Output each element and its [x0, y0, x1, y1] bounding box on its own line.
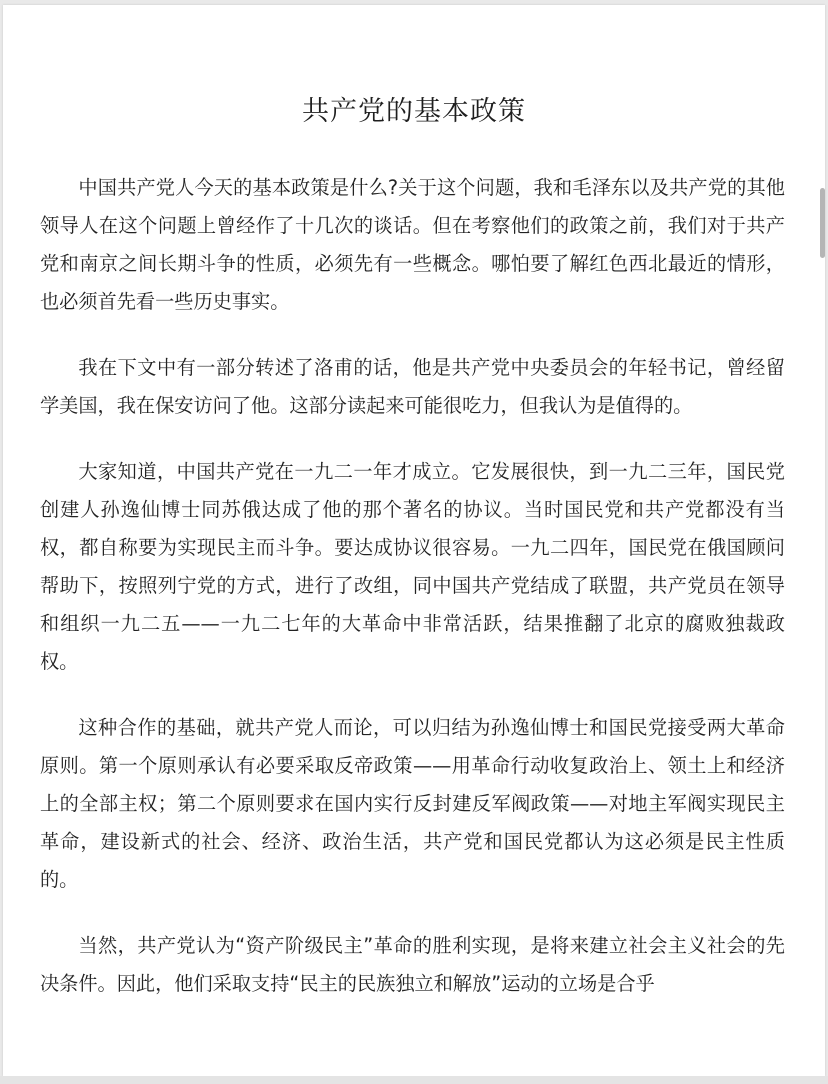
scrollbar-thumb[interactable]: [820, 188, 825, 258]
page-bottom-edge: [0, 1076, 828, 1084]
article-body: [40, 169, 785, 1031]
page-title: 共产党的基本政策: [302, 96, 526, 127]
paragraph: 我在下文中有一部分转述了洛甫的话，他是共产党中央委员会的年轻书记，曾经留学美国，我在保安访问了他。这部分读起来可能很吃力，但我认为是值得的。: [40, 356, 785, 417]
paragraph: 当然，共产党认为“资产阶级民主”革命的胜利实现，是将来建立社会主义社会的先决条件。因此，他们采取支持“民主的民族独立和解放”运动的立场是合乎: [40, 934, 785, 995]
paragraph: 大家知道，中国共产党在一九二一年才成立。它发展很快，到一九二三年，国民党创建人孙逸仙博士同苏俄达成了他的那个著名的协议。当时国民党和共产党都没有当权，都自称要为实现民主而斗争。要达成协议很容易。一九二四年，国民党在俄国顾问帮助下，按照列宁党的方式，进行了改组，同中国共产党结成了联盟，共产党员在领导和组织一九二五——一九二七年的大革命中非常活跃，结果推翻了北京的腐败独裁政权。: [40, 460, 785, 673]
paragraph: 中国共产党人今天的基本政策是什么?关于这个问题，我和毛泽东以及共产党的其他领导人在这个问题上曾经作了十几次的谈话。但在考察他们的政策之前，我们对于共产党和南京之间长期斗争的性质，必须先有一些概念。哪怕要了解红色西北最近的情形，也必须首先看一些历史事实。: [40, 176, 785, 313]
paragraph: 这种合作的基础，就共产党人而论，可以归结为孙逸仙博士和国民党接受两大革命原则。第一个原则承认有必要采取反帝政策——用革命行动收复政治上、领土上和经济上的全部主权；第二个原则要求在国内实行反封建反军阀政策——对地主军阀实现民主革命，建设新式的社会、经济、政治生活，共产党和国民党都认为这必须是民主性质的。: [40, 716, 785, 891]
document-page: [3, 5, 825, 1076]
